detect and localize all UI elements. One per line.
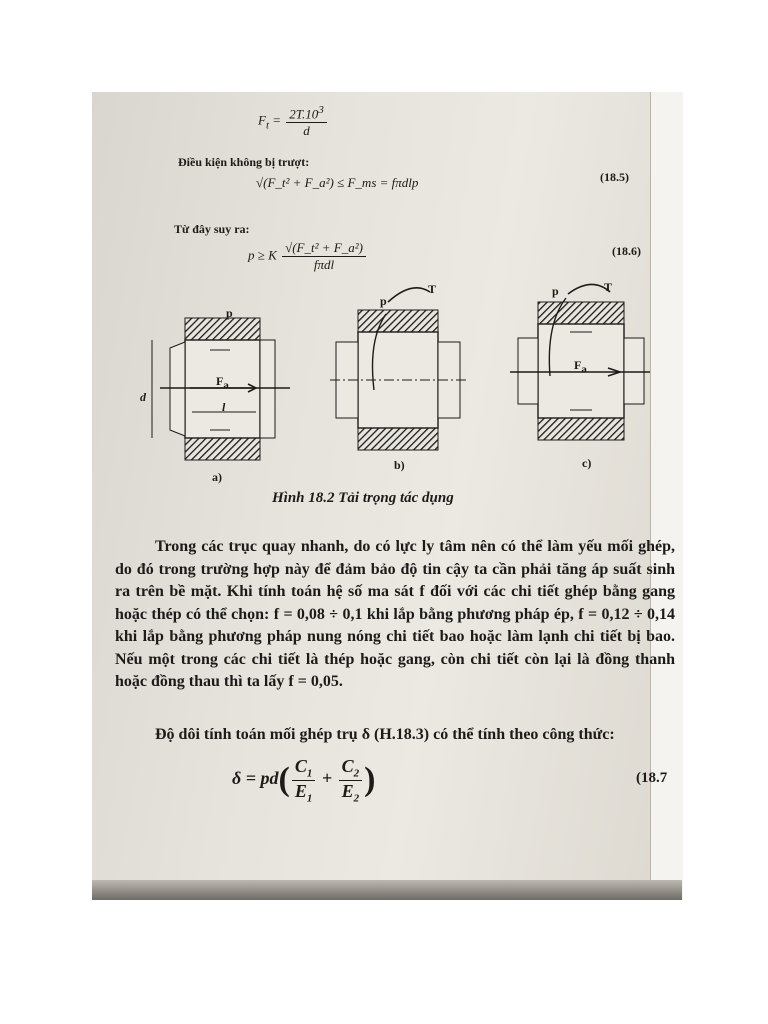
subfigure-b bbox=[330, 288, 466, 450]
eqnum-18-7: (18.7 bbox=[636, 770, 668, 786]
fig-a-label-fa: $F_a$ bbox=[216, 374, 229, 392]
formula-18-5: √(F_t² + F_a²) ≤ F_ms = fπdlp bbox=[256, 175, 419, 190]
subfigure-a-label: a) bbox=[212, 470, 222, 484]
page-bottom-shadow bbox=[92, 880, 682, 900]
formula-18-7: δ = pd( $\frac{C_1}{E_1}$ + $\frac{C_2}{E_2}$ ) bbox=[232, 756, 376, 805]
paragraph-2: Độ dôi tính toán mối ghép trụ δ (H.18.3) có thể tính theo công thức: bbox=[155, 726, 615, 743]
subfigure-c-label: c) bbox=[582, 456, 592, 470]
paragraph-1: Trong các trục quay nhanh, do có lực ly tâm nên có thể làm yếu mối ghép, do đó trong trường hợp này để đảm bảo độ tin cậy ta cần phải tăng áp suất sinh ra trên bề mặt. Khi tính toán hệ số ma sát f đối với các chi tiết ghép bằng gang hoặc thép có thể chọn: f = 0,08 ÷ 0,1 khi lắp bằng phương pháp ép, f = 0,12 ÷ 0,14 khi lắp bằng phương pháp nung nóng chi tiết bao hoặc làm lạnh chi tiết bị bao. Nếu một trong các chi tiết là thép hoặc gang, còn chi tiết còn lại là đồng thanh hoặc đồng thau thì ta lấy f = 0,05. bbox=[115, 538, 675, 690]
figure-caption: Hình 18.2 Tải trọng tác dụng bbox=[272, 490, 454, 506]
condition-label: Điều kiện không bị trượt: bbox=[178, 155, 310, 169]
fig-a-label-p: p bbox=[226, 306, 233, 320]
derive-label: Từ đây suy ra: bbox=[174, 222, 250, 236]
fig-b-label-p: p bbox=[380, 294, 387, 308]
eqnum-18-6: (18.6) bbox=[612, 244, 641, 258]
subfigure-b-label: b) bbox=[394, 458, 405, 472]
fig-a-label-l: l bbox=[222, 400, 226, 414]
eqnum-18-5: (18.5) bbox=[600, 170, 629, 184]
formula-18-6: p ≥ K $\frac{\text{√(F\_t² + F\_a²)}}{\text{fπdl}}$ bbox=[248, 240, 368, 273]
fig-c-label-fa: $F_a$ bbox=[574, 358, 587, 376]
fig-c-label-T: T bbox=[604, 280, 613, 294]
formula-ft: $F_t$ = $\frac{2T.10^3}{d}$ bbox=[258, 104, 329, 139]
fig-a-label-d: d bbox=[140, 390, 146, 404]
fig-c-label-p: p bbox=[552, 284, 559, 298]
fig-b-label-T: T bbox=[428, 282, 437, 296]
